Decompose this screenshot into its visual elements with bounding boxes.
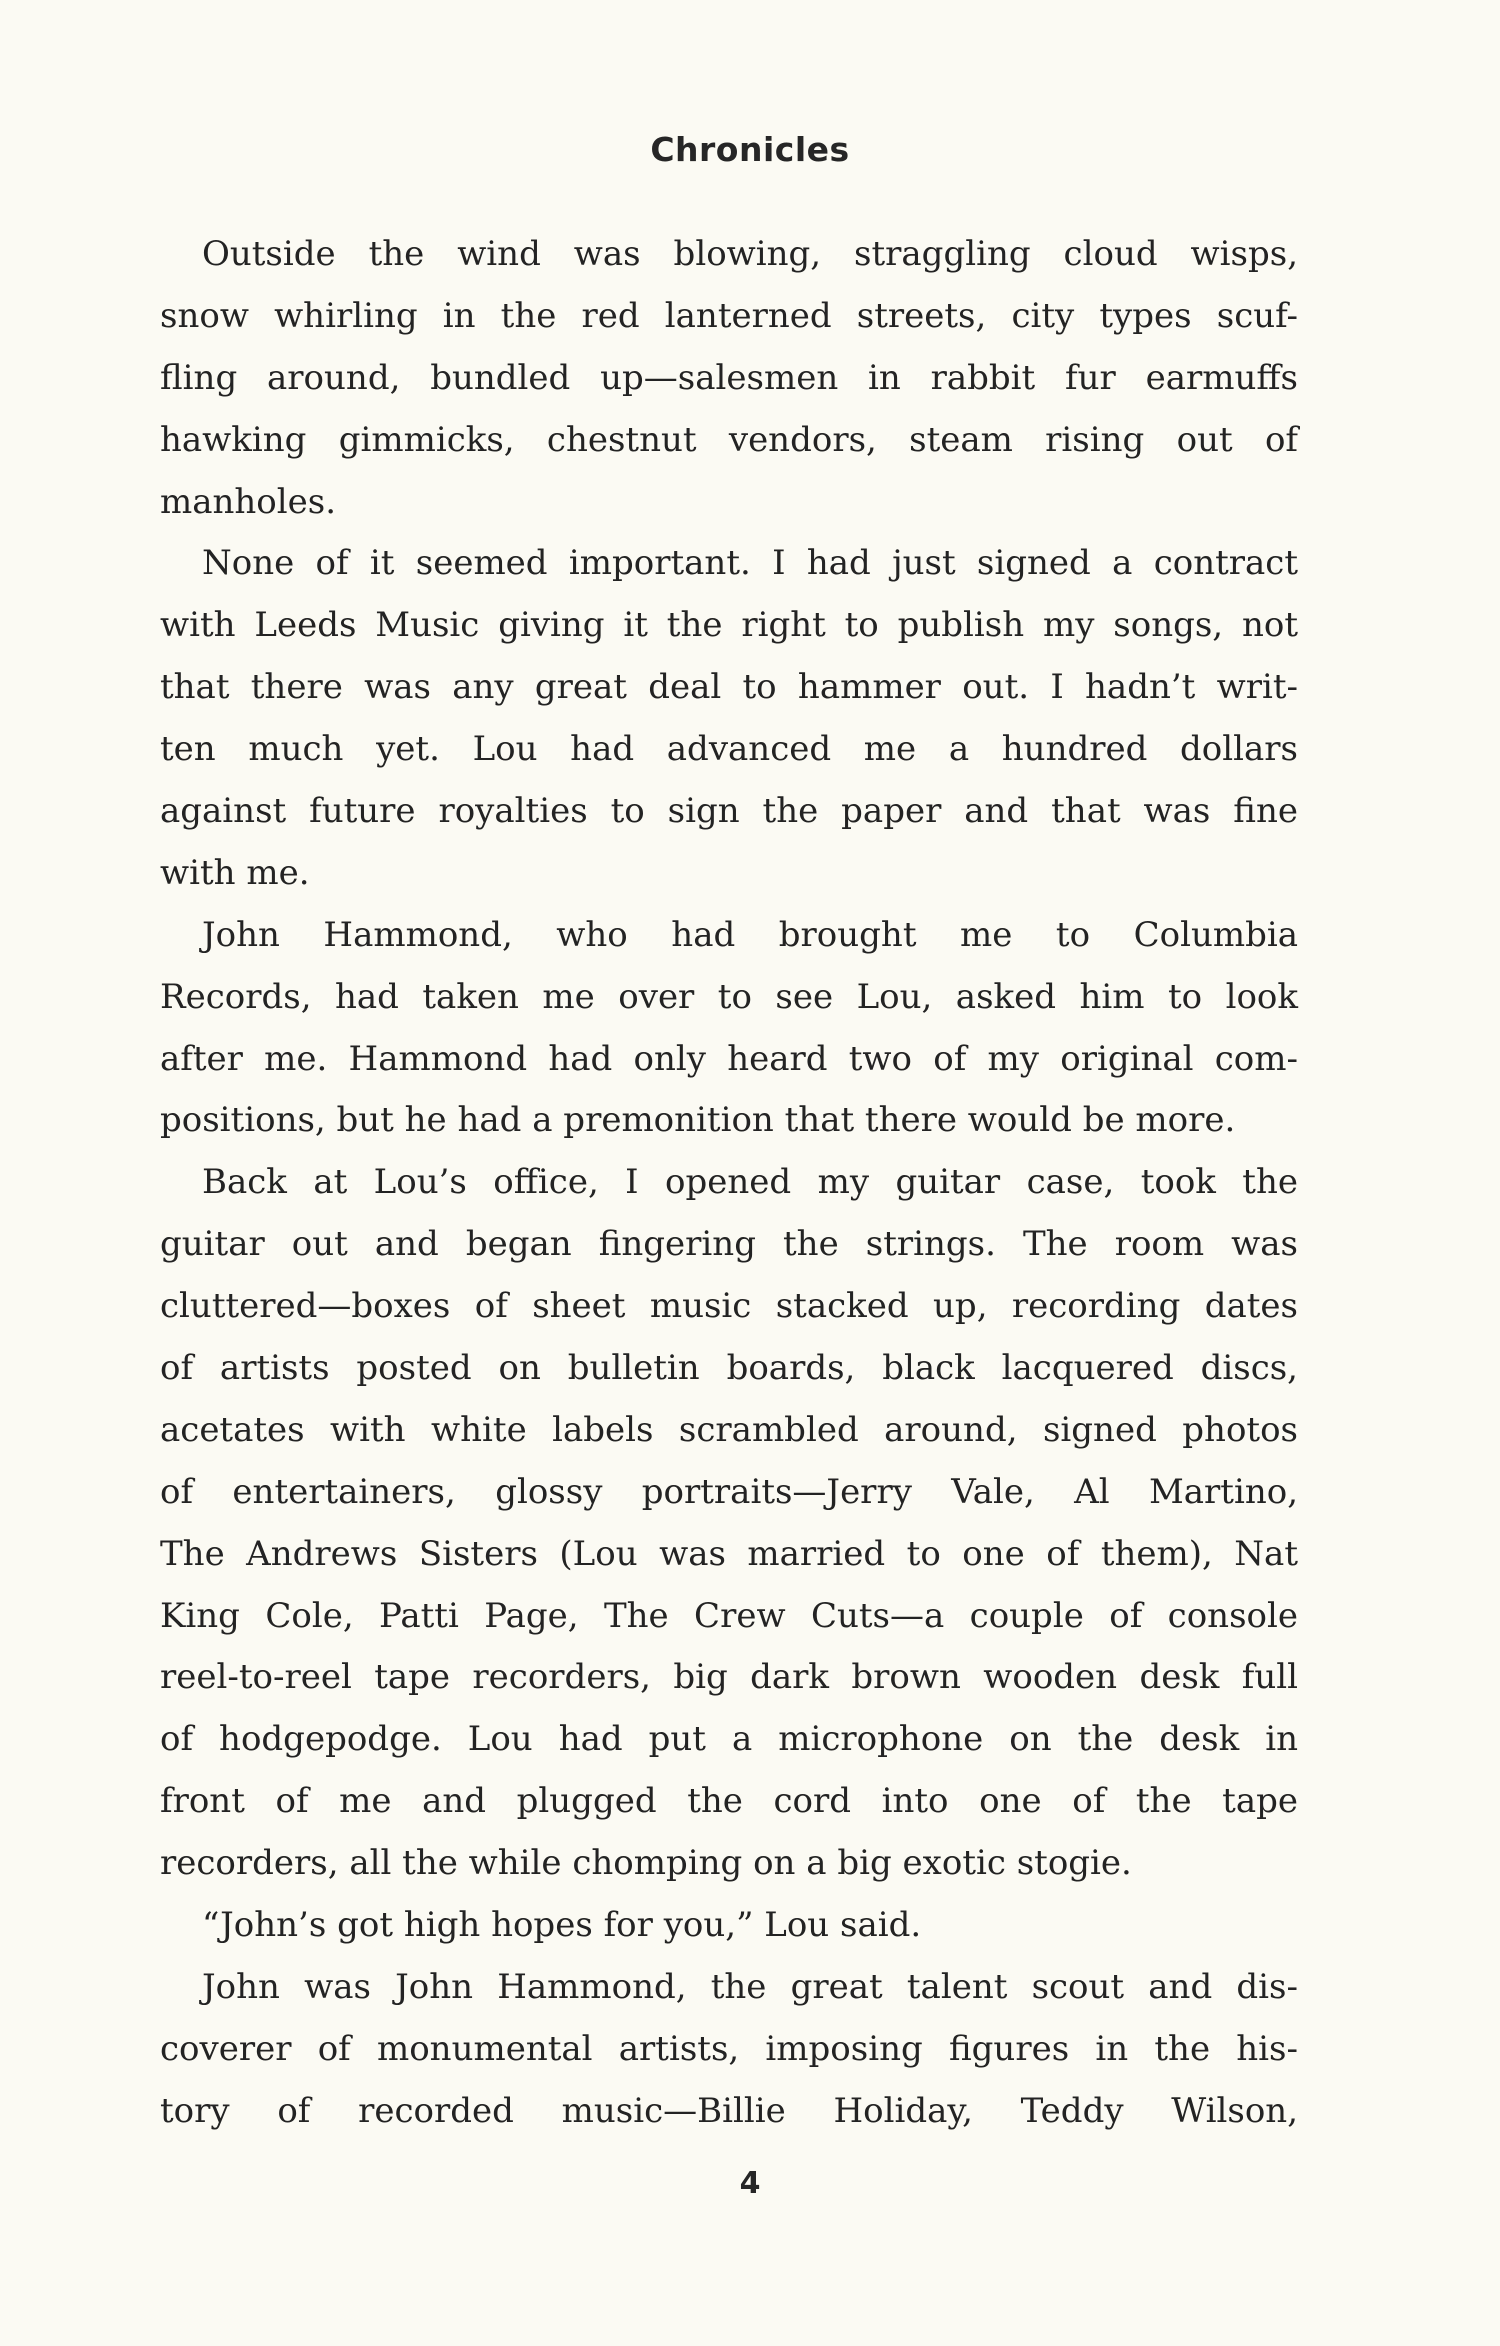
- text-line: of entertainers, glossy portraits—Jerry Vale, Al Martino,: [160, 1471, 1298, 1512]
- text-line: fling around, bundled up—salesmen in rabbit fur earmuffs: [160, 357, 1298, 398]
- text-line: guitar out and began fingering the strings. The room was: [160, 1224, 1298, 1265]
- running-head: Chronicles: [650, 130, 850, 169]
- text-line: ten much yet. Lou had advanced me a hundred dollars: [160, 729, 1298, 770]
- body-text: [160, 224, 1298, 2143]
- text-line: after me. Hammond had only heard two of my original com-: [160, 1038, 1298, 1079]
- text-line: reel-to-reel tape recorders, big dark brown wooden desk full: [160, 1657, 1298, 1698]
- text-line: of artists posted on bulletin boards, black lacquered discs,: [160, 1348, 1298, 1389]
- text-line: The Andrews Sisters (Lou was married to one of them), Nat: [160, 1533, 1298, 1574]
- paragraph: [160, 1957, 1298, 2143]
- paragraph: [160, 905, 1298, 1153]
- text-line: “John’s got high hopes for you,” Lou said.: [202, 1905, 922, 1946]
- text-line: coverer of monumental artists, imposing figures in the his-: [160, 2028, 1298, 2069]
- paragraph: [160, 224, 1298, 533]
- paragraph: [160, 1895, 1298, 1957]
- text-line: Back at Lou’s office, I opened my guitar case, took the: [202, 1162, 1298, 1203]
- text-line: with Leeds Music giving it the right to publish my songs, not: [160, 605, 1298, 646]
- paragraph: [160, 533, 1298, 904]
- text-line: recorders, all the while chomping on a big exotic stogie.: [160, 1843, 1132, 1884]
- text-line: None of it seemed important. I had just signed a contract: [202, 543, 1298, 584]
- text-line: positions, but he had a premonition that there would be more.: [160, 1100, 1236, 1141]
- text-line: tory of recorded music—Billie Holiday, Teddy Wilson,: [160, 2090, 1298, 2131]
- text-line: acetates with white labels scrambled around, signed photos: [160, 1409, 1298, 1450]
- text-line: Records, had taken me over to see Lou, asked him to look: [160, 976, 1298, 1017]
- text-line: that there was any great deal to hammer out. I hadn’t writ-: [160, 667, 1298, 708]
- page-number: 4: [739, 2166, 761, 2201]
- text-line: hawking gimmicks, chestnut vendors, steam rising out of: [160, 419, 1298, 460]
- text-line: King Cole, Patti Page, The Crew Cuts—a couple of console: [160, 1595, 1298, 1636]
- text-line: John was John Hammond, the great talent scout and dis-: [202, 1966, 1298, 2007]
- text-line: front of me and plugged the cord into one of the tape: [160, 1781, 1298, 1822]
- text-line: cluttered—boxes of sheet music stacked up, recording dates: [160, 1286, 1298, 1327]
- text-line: of hodgepodge. Lou had put a microphone on the desk in: [160, 1719, 1298, 1760]
- text-line: manholes.: [160, 481, 337, 522]
- text-line: against future royalties to sign the paper and that was fine: [160, 791, 1298, 832]
- text-line: with me.: [160, 852, 310, 893]
- text-line: John Hammond, who had brought me to Columbia: [202, 914, 1298, 955]
- text-line: snow whirling in the red lanterned streets, city types scuf-: [160, 295, 1298, 336]
- paragraph: [160, 1152, 1298, 1895]
- text-line: Outside the wind was blowing, straggling cloud wisps,: [202, 234, 1298, 274]
